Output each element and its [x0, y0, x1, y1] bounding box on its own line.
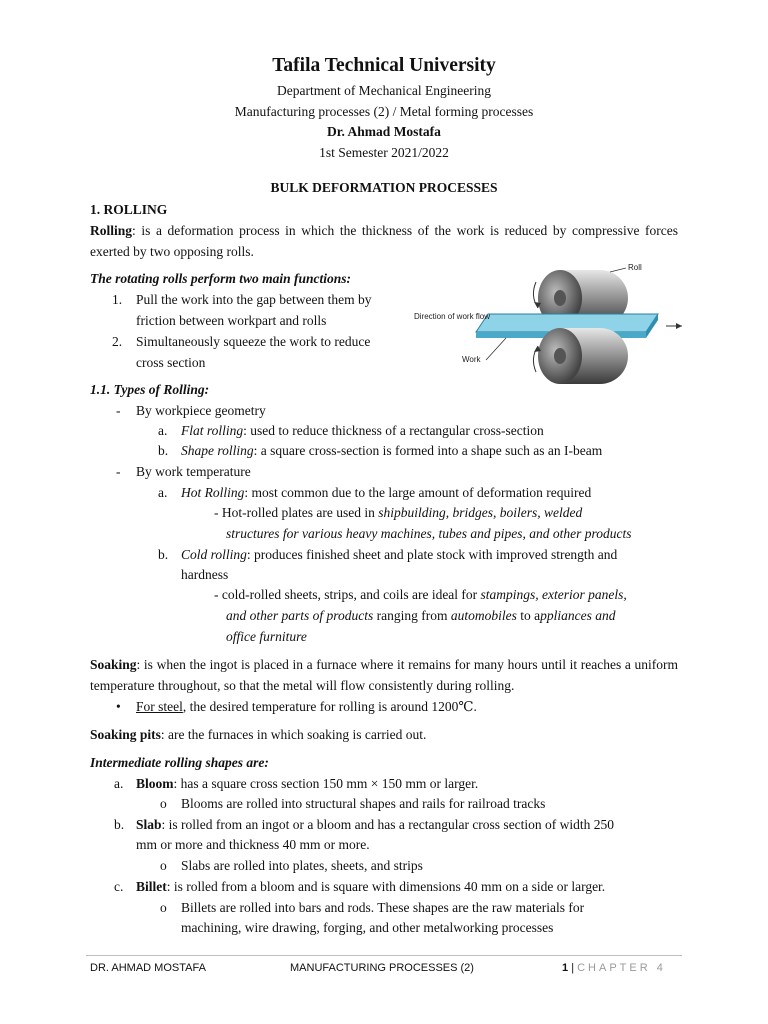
billet-marker: c. [114, 879, 124, 894]
types-heading: 1.1. Types of Rolling: [90, 382, 210, 397]
cold-rolling-item [181, 545, 617, 564]
flat-rolling-text: : used to reduce thickness of a rectangular cross-section [243, 423, 544, 438]
cold-sub-mid: ranging from [373, 608, 451, 623]
footer-author: DR. AHMAD MOSTAFA [90, 962, 206, 974]
course-title: Manufacturing processes (2) / Metal forming processes [234, 104, 534, 119]
functions-title: The rotating rolls perform two main functions: [90, 271, 352, 286]
cold-rolling-term: Cold rolling [181, 547, 247, 562]
function-2-number: 2. [112, 334, 123, 349]
billet-item [136, 877, 605, 896]
steel-bullet [136, 697, 477, 716]
soaking-paragraph [90, 654, 678, 696]
dash-temperature: - [116, 464, 121, 479]
work-label: Work [462, 355, 481, 364]
cold-sub-italic1: stampings, exterior panels, [480, 587, 627, 602]
slab-item [136, 815, 614, 834]
instructor: Dr. Ahmad Mostafa [327, 124, 441, 139]
item-b2-marker: b. [158, 547, 169, 562]
cold-sub-line3: office furniture [226, 629, 307, 644]
bloom-text: : has a square cross section 150 mm × 150 mm or larger. [173, 776, 479, 791]
direction-label: Direction of work flow [414, 312, 491, 321]
hot-sub-line2: structures for various heavy machines, tubes and pipes, and other products [226, 526, 632, 541]
function-1-number: 1. [112, 292, 123, 307]
cold-sub-plain: - cold-rolled sheets, strips, and coils are ideal for [214, 587, 481, 602]
slab-text2: mm or more and thickness 40 mm or more. [136, 837, 370, 852]
cold-rolling-text1: : produces finished sheet and plate stock with improved strength and [246, 547, 618, 562]
function-1-line2: friction between workpart and rolls [136, 313, 327, 328]
rolling-heading: 1. ROLLING [90, 202, 168, 217]
cold-sub-line1 [214, 585, 627, 604]
steel-bullet-dot: • [116, 699, 121, 714]
slab-sub-marker: o [160, 858, 167, 873]
soaking-pits-text: : are the furnaces in which soaking is carried out. [160, 727, 427, 742]
flat-rolling-term: Flat rolling [181, 423, 244, 438]
cold-sub-line2 [226, 606, 616, 625]
university-title: Tafila Technical University [272, 55, 496, 76]
intermediate-heading: Intermediate rolling shapes are: [90, 755, 269, 770]
billet-sub-line2: machining, wire drawing, forging, and other metalworking processes [181, 920, 554, 935]
function-2-line1: Simultaneously squeeze the work to reduce [136, 334, 371, 349]
lower-roll [538, 328, 628, 384]
flat-rolling-item [181, 421, 544, 440]
bloom-marker: a. [114, 776, 124, 791]
rolling-term: Rolling [90, 223, 133, 238]
hot-sub-plain: - Hot-rolled plates are used in [214, 505, 379, 520]
function-2-line2: cross section [136, 355, 206, 370]
footer-course: MANUFACTURING PROCESSES (2) [290, 962, 474, 974]
for-steel: For steel [136, 699, 183, 714]
shape-rolling-text: : a square cross-section is formed into a shape such as an I-beam [253, 443, 603, 458]
item-a2-marker: a. [158, 485, 168, 500]
footer-separator: | [571, 962, 575, 974]
bloom-sub-marker: o [160, 796, 167, 811]
soaking-text: : is when the ingot is placed in a furnace where it remains for many hours until it reaches a uniform temperature throughout, so that the metal will flow consistently during rolling. [90, 657, 678, 693]
footer-divider [86, 955, 682, 956]
slab-text1: : is rolled from an ingot or a bloom and has a rectangular cross section of width 250 [161, 817, 615, 832]
hot-sub-line1 [214, 503, 582, 522]
rolling-diagram [410, 262, 688, 388]
billet-sub-marker: o [160, 900, 167, 915]
department: Department of Mechanical Engineering [276, 83, 492, 98]
footer-page [562, 962, 666, 974]
bloom-term: Bloom [136, 776, 174, 791]
slab-sub: Slabs are rolled into plates, sheets, and strips [181, 858, 423, 873]
by-temperature-label: By work temperature [136, 464, 251, 479]
shape-rolling-item [181, 441, 602, 460]
steel-temperature-text: , the desired temperature for rolling is around 1200℃. [182, 699, 477, 714]
soaking-pits-term: Soaking pits [90, 727, 161, 742]
rolling-definition-text: : is a deformation process in which the thickness of the work is reduced by compressive forces exerted by two opposing rolls. [90, 223, 678, 259]
soaking-term: Soaking [90, 657, 137, 672]
billet-sub-line1: Billets are rolled into bars and rods. These shapes are the raw materials for [181, 900, 585, 915]
section-title: BULK DEFORMATION PROCESSES [270, 180, 498, 195]
rolling-definition [90, 220, 678, 262]
page-number: 1 [562, 962, 569, 974]
item-b-marker: b. [158, 443, 169, 458]
item-a-marker: a. [158, 423, 168, 438]
cold-sub-auto: automobiles [450, 608, 517, 623]
bloom-sub: Blooms are rolled into structural shapes and rails for railroad tracks [181, 796, 546, 811]
by-geometry-label: By workpiece geometry [136, 403, 266, 418]
billet-text: : is rolled from a bloom and is square with dimensions 40 mm on a side or larger. [166, 879, 606, 894]
shape-rolling-term: Shape rolling [181, 443, 254, 458]
dash-geometry: - [116, 403, 121, 418]
roll-label: Roll [628, 263, 642, 272]
soaking-pits [90, 725, 426, 744]
slab-marker: b. [114, 817, 125, 832]
billet-term: Billet [136, 879, 167, 894]
cold-sub-app: ppliances and [540, 608, 616, 623]
semester: 1st Semester 2021/2022 [319, 145, 449, 160]
bloom-item [136, 774, 478, 793]
chapter-label: CHAPTER 4 [577, 962, 666, 974]
cold-sub-italic2: and other parts of products [226, 608, 374, 623]
cold-rolling-text2: hardness [181, 567, 229, 582]
function-1-line1: Pull the work into the gap between them by [136, 292, 372, 307]
slab-term: Slab [136, 817, 162, 832]
hot-rolling-term: Hot Rolling [181, 485, 245, 500]
hot-rolling-item [181, 483, 591, 502]
hot-sub-italic1: shipbuilding, bridges, boilers, welded [378, 505, 583, 520]
hot-rolling-text: : most common due to the large amount of deformation required [244, 485, 592, 500]
cold-sub-to: to a [516, 608, 541, 623]
